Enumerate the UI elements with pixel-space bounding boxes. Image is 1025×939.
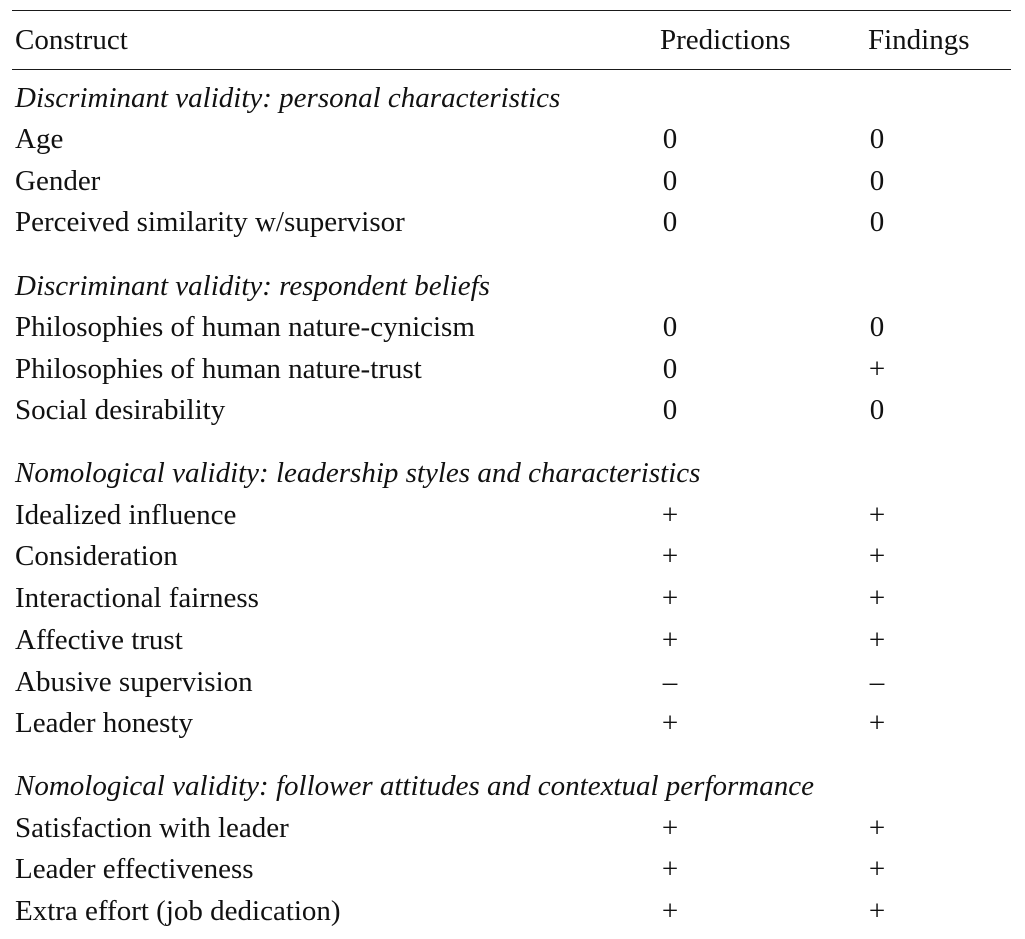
prediction-cell: + (661, 895, 679, 927)
construct-cell: Perceived similarity w/supervisor (15, 206, 405, 238)
table-row (0, 390, 1025, 430)
construct-cell: Satisfaction with leader (15, 812, 289, 844)
finding-cell: + (868, 540, 886, 572)
construct-cell: Gender (15, 165, 101, 197)
finding-cell: + (868, 582, 886, 614)
finding-cell: 0 (869, 394, 885, 426)
prediction-cell: 0 (662, 123, 678, 155)
section-title (0, 266, 1025, 306)
construct-cell: Abusive supervision (15, 666, 253, 698)
construct-cell: Interactional fairness (15, 582, 259, 614)
table-top-rule (12, 10, 1011, 11)
prediction-cell: 0 (662, 311, 678, 343)
construct-cell: Extra effort (job dedication) (15, 895, 341, 927)
finding-cell: 0 (869, 311, 885, 343)
prediction-cell: + (661, 707, 679, 739)
construct-cell: Age (15, 123, 64, 155)
construct-cell: Consideration (15, 540, 178, 572)
table-header-row (0, 20, 1025, 60)
finding-cell: + (868, 499, 886, 531)
construct-cell: Leader effectiveness (15, 853, 254, 885)
finding-cell: + (868, 353, 886, 385)
table-header-rule (12, 69, 1011, 70)
construct-cell: Leader honesty (15, 707, 193, 739)
table-row (0, 202, 1025, 242)
construct-cell: Idealized influence (15, 499, 237, 531)
header-findings: Findings (868, 24, 970, 56)
table-row (0, 161, 1025, 201)
table-row (0, 307, 1025, 347)
table-row (0, 119, 1025, 159)
table-row (0, 620, 1025, 660)
finding-cell: 0 (869, 165, 885, 197)
prediction-cell: + (661, 624, 679, 656)
header-construct: Construct (15, 24, 128, 56)
section-title-text: Discriminant validity: personal characteristics (15, 82, 561, 114)
finding-cell: + (868, 707, 886, 739)
section-title-text: Nomological validity: leadership styles and characteristics (15, 457, 701, 489)
finding-cell: 0 (869, 206, 885, 238)
finding-cell: + (868, 624, 886, 656)
finding-cell: 0 (869, 123, 885, 155)
section-title-text: Nomological validity: follower attitudes and contextual performance (15, 770, 814, 802)
section-title (0, 766, 1025, 806)
finding-cell: + (868, 895, 886, 927)
table-row (0, 891, 1025, 931)
table-row (0, 495, 1025, 535)
finding-cell: + (868, 812, 886, 844)
prediction-cell: – (662, 666, 678, 698)
section-title (0, 78, 1025, 118)
table-row (0, 349, 1025, 389)
prediction-cell: + (661, 582, 679, 614)
section-title (0, 453, 1025, 493)
table-row (0, 536, 1025, 576)
table-row (0, 578, 1025, 618)
construct-cell: Social desirability (15, 394, 226, 426)
table-row (0, 808, 1025, 848)
prediction-cell: 0 (662, 353, 678, 385)
header-predictions: Predictions (660, 24, 791, 56)
construct-cell: Affective trust (15, 624, 183, 656)
prediction-cell: + (661, 853, 679, 885)
prediction-cell: + (661, 499, 679, 531)
prediction-cell: 0 (662, 165, 678, 197)
prediction-cell: 0 (662, 394, 678, 426)
finding-cell: – (869, 666, 885, 698)
finding-cell: + (868, 853, 886, 885)
table-row (0, 662, 1025, 702)
section-title-text: Discriminant validity: respondent beliefs (15, 270, 490, 302)
table-row (0, 849, 1025, 889)
prediction-cell: + (661, 812, 679, 844)
construct-cell: Philosophies of human nature-cynicism (15, 311, 475, 343)
prediction-cell: + (661, 540, 679, 572)
table-row (0, 703, 1025, 743)
construct-cell: Philosophies of human nature-trust (15, 353, 422, 385)
prediction-cell: 0 (662, 206, 678, 238)
